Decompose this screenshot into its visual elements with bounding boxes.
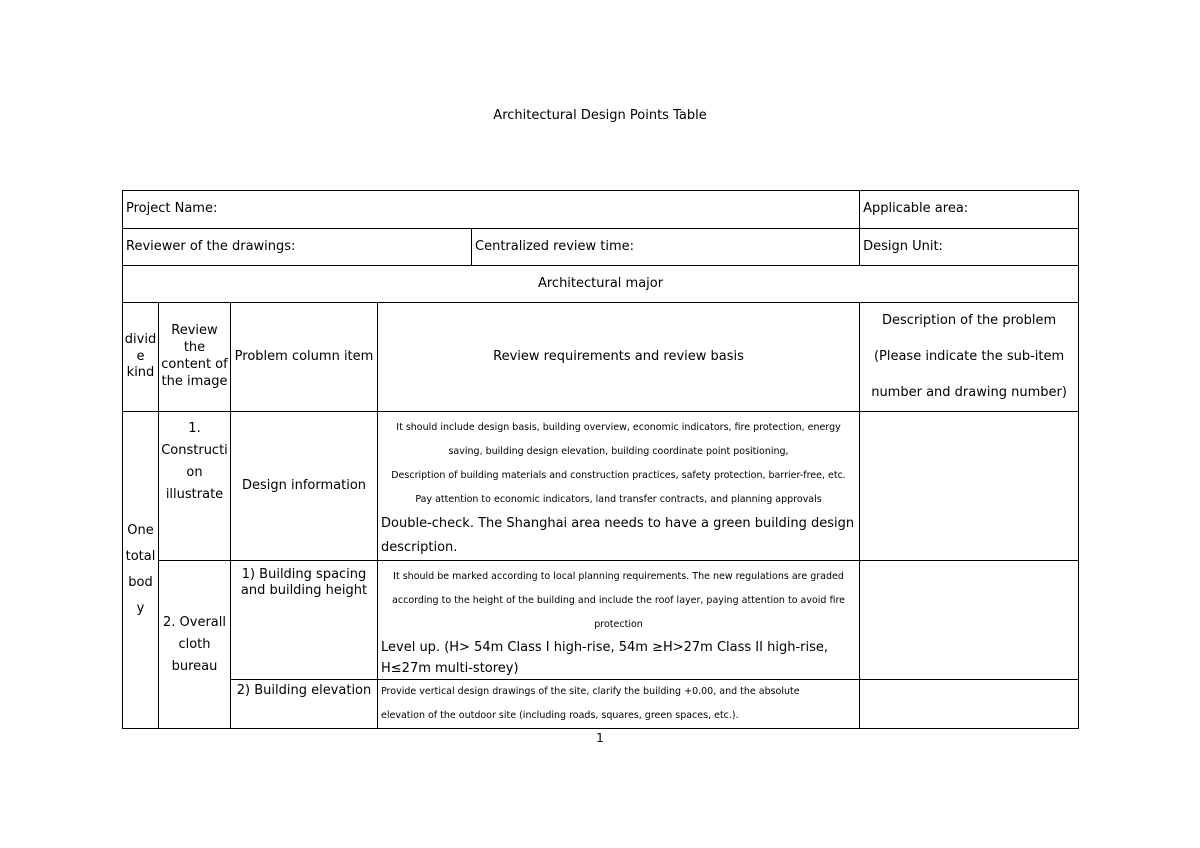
group2-item1-requirements — [378, 561, 860, 680]
requirement-line: Description of building materials and construction practices, safety protection, barrier-free, etc. — [391, 470, 846, 481]
design-unit-cell: Design Unit: — [860, 229, 1079, 266]
col-divide-kind: divid e kind — [123, 303, 159, 412]
design-points-table — [122, 190, 1079, 729]
table-row — [123, 266, 1079, 303]
applicable-area-cell: Applicable area: — [860, 191, 1079, 229]
page-title: Architectural Design Points Table — [493, 108, 707, 123]
page-number: 1 — [596, 731, 604, 745]
requirement-line: protection — [594, 619, 643, 630]
requirement-line: Pay attention to economic indicators, land transfer contracts, and planning approvals — [415, 494, 822, 505]
table-row — [123, 191, 1079, 229]
col-description-line: Description of the problem — [882, 313, 1057, 328]
group2-content: 2. Overall cloth bureau — [159, 561, 231, 729]
requirement-line: Level up. (H> 54m Class I high-rise, 54m ≥H>27m Class II high-rise, H≤27m multi-storey) — [381, 640, 829, 676]
table-row — [123, 561, 1079, 680]
reviewer-cell: Reviewer of the drawings: — [123, 229, 472, 266]
group1-description — [860, 412, 1079, 561]
group2-item2-description — [860, 680, 1079, 729]
requirement-line: It should include design basis, building overview, economic indicators, fire protection, energy — [396, 422, 841, 433]
requirement-line: saving, building design elevation, building coordinate point positioning, — [448, 446, 789, 457]
table-row — [123, 680, 1079, 729]
col-requirements: Review requirements and review basis — [378, 303, 860, 412]
table-row — [123, 229, 1079, 266]
group1-item: Design information — [231, 412, 378, 561]
project-name-cell: Project Name: — [123, 191, 860, 229]
group2-item1-description — [860, 561, 1079, 680]
requirement-line: It should be marked according to local planning requirements. The new regulations are graded — [393, 571, 844, 582]
col-description-line: number and drawing number) — [871, 385, 1067, 400]
review-time-cell: Centralized review time: — [472, 229, 860, 266]
col-description — [860, 303, 1079, 412]
column-header-row — [123, 303, 1079, 412]
group2-item1: 1) Building spacing and building height — [231, 561, 378, 680]
group2-item2: 2) Building elevation — [231, 680, 378, 729]
group1-content: 1. Constructi on illustrate — [159, 412, 231, 561]
col-review-content: Review the content of the image — [159, 303, 231, 412]
requirement-line: Double-check. The Shanghai area needs to have a green building design description. — [381, 516, 855, 555]
col-description-line: (Please indicate the sub-item — [873, 349, 1065, 364]
group2-item2-requirements — [378, 680, 860, 729]
requirement-line: according to the height of the building and include the roof layer, paying attention to avoid fire — [392, 595, 845, 606]
section-heading: Architectural major — [123, 266, 1079, 303]
requirement-line: Provide vertical design drawings of the site, clarify the building +0.00, and the absolute — [381, 686, 800, 697]
group1-requirements — [378, 412, 860, 561]
table-row — [123, 412, 1079, 561]
category-cell: One total bod y — [123, 412, 159, 729]
col-problem-item: Problem column item — [231, 303, 378, 412]
requirement-line: elevation of the outdoor site (including roads, squares, green spaces, etc.). — [381, 710, 739, 721]
